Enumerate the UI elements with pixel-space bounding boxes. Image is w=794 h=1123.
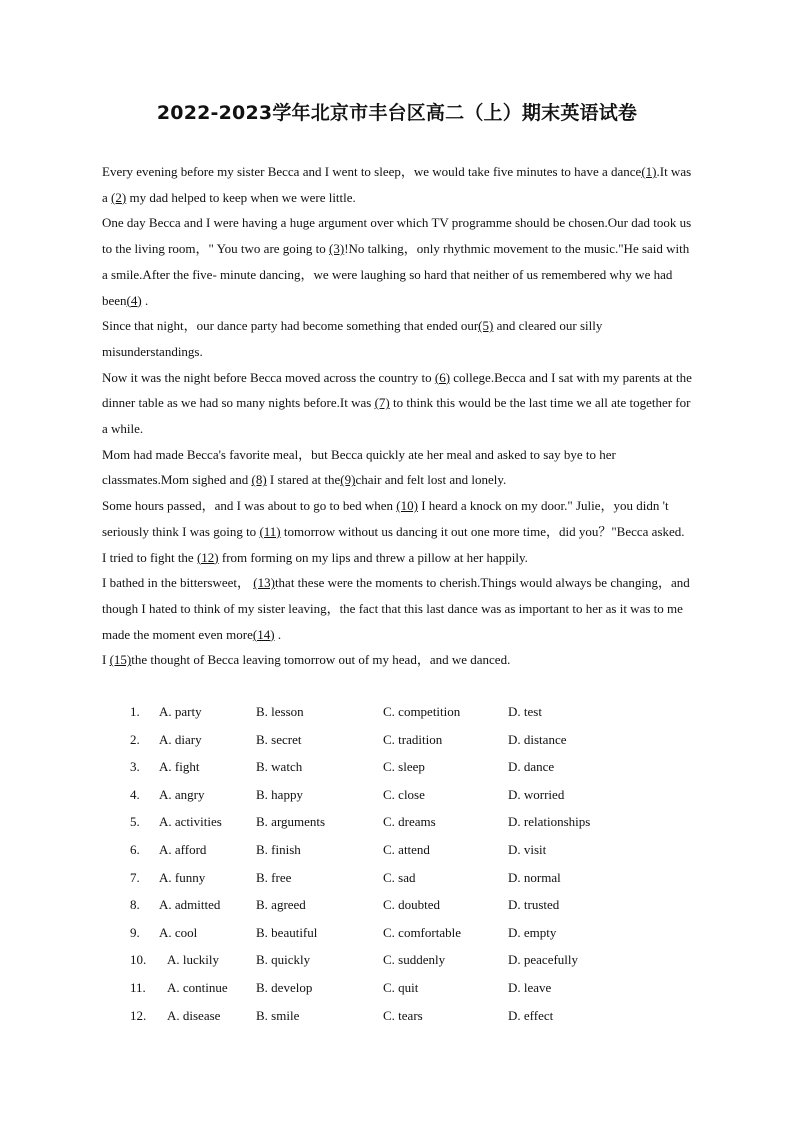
option-row bbox=[0, 974, 794, 1002]
option-c: C. competition bbox=[383, 704, 461, 719]
passage-text: . bbox=[141, 292, 149, 308]
question-number: 2. bbox=[130, 731, 140, 747]
option-b: B. arguments bbox=[256, 814, 326, 830]
option-row bbox=[0, 946, 794, 974]
option-row bbox=[0, 726, 794, 754]
passage-text: the thought of Becca leaving tomorrow out of my head，and we danced. bbox=[131, 652, 511, 668]
option-d: D. distance bbox=[508, 731, 567, 747]
option-row bbox=[0, 864, 794, 892]
option-b: B. beautiful bbox=[256, 924, 318, 940]
passage-text: Mom had made Becca's favorite meal，but Becca quickly ate her meal and asked to say bye to her classmates.Mom sighed and bbox=[102, 446, 616, 488]
paragraph bbox=[102, 159, 694, 210]
passage-text: Some hours passed，and I was about to go to bed when bbox=[102, 498, 397, 514]
passage-text: college.Becca and I sat with my parents at the dinner table as we had so many nights before.It was bbox=[102, 369, 692, 411]
question-number: 1. bbox=[130, 704, 140, 719]
option-a: A. admitted bbox=[159, 897, 221, 913]
option-d: D. leave bbox=[508, 979, 552, 995]
option-d: D. worried bbox=[508, 786, 565, 802]
blank-2: (2) bbox=[111, 189, 127, 205]
option-row bbox=[0, 1002, 794, 1030]
blank-3: (3) bbox=[329, 241, 345, 257]
passage-text: . bbox=[274, 626, 282, 642]
passage-text: .It was a bbox=[102, 164, 692, 205]
passage-text: I bathed in the bittersweet， bbox=[102, 575, 254, 591]
option-b: B. smile bbox=[256, 1007, 300, 1023]
option-c: C. sad bbox=[383, 869, 416, 885]
option-c: C. tradition bbox=[383, 731, 443, 747]
option-a: A. party bbox=[159, 704, 202, 719]
question-number: 6. bbox=[130, 841, 140, 857]
paragraph bbox=[102, 210, 694, 313]
option-b: B. happy bbox=[256, 786, 303, 802]
question-number: 5. bbox=[130, 814, 140, 830]
option-d: D. visit bbox=[508, 841, 547, 857]
passage-text: chair and felt lost and lonely. bbox=[355, 472, 507, 488]
passage-text: Every evening before my sister Becca and I went to sleep，we would take five minutes to have a dance bbox=[102, 164, 642, 179]
option-c: C. suddenly bbox=[383, 952, 446, 968]
blank-11: (11) bbox=[259, 523, 281, 539]
option-b: B. lesson bbox=[256, 704, 304, 719]
option-row bbox=[0, 891, 794, 919]
passage-text: from forming on my lips and threw a pillow at her happily. bbox=[218, 549, 528, 565]
exam-title: 2022-2023学年北京市丰台区高二（上）期末英语试卷 bbox=[156, 102, 638, 124]
blank-1: (1) bbox=[641, 164, 657, 179]
question-number: 9. bbox=[130, 924, 140, 940]
passage-text: that these were the moments to cherish.Things would always be changing，and though I hated to think of my sister leaving，the fact that this last dance was as important to her as it was to me made the moment even more bbox=[102, 575, 690, 642]
option-a: A. continue bbox=[167, 979, 228, 995]
question-number: 4. bbox=[130, 786, 140, 802]
option-a: A. fight bbox=[159, 759, 200, 775]
option-row bbox=[0, 808, 794, 836]
question-number: 12. bbox=[130, 1007, 147, 1023]
question-number: 10. bbox=[130, 952, 147, 968]
passage-text: Now it was the night before Becca moved across the country to bbox=[102, 369, 435, 385]
option-a: A. funny bbox=[159, 869, 206, 885]
option-b: B. finish bbox=[256, 841, 301, 857]
blank-14: (14) bbox=[252, 626, 275, 642]
option-c: C. attend bbox=[383, 841, 430, 857]
blank-7: (7) bbox=[374, 395, 390, 411]
option-c: C. comfortable bbox=[383, 924, 461, 940]
option-d: D. normal bbox=[508, 869, 561, 885]
passage-text: to think this would be the last time we all ate together for a while. bbox=[102, 395, 691, 437]
option-row bbox=[0, 698, 794, 726]
question-number: 3. bbox=[130, 759, 140, 775]
paragraph bbox=[102, 313, 694, 364]
option-a: A. angry bbox=[159, 786, 205, 802]
passage-text: tomorrow without us dancing it out one more time，did you？"Becca asked. bbox=[280, 523, 685, 539]
option-c: C. dreams bbox=[383, 814, 436, 830]
option-row bbox=[0, 781, 794, 809]
paragraph bbox=[102, 493, 694, 544]
question-number: 8. bbox=[130, 897, 140, 913]
paragraph bbox=[102, 570, 694, 647]
option-c: C. sleep bbox=[383, 759, 425, 775]
option-d: D. dance bbox=[508, 759, 555, 775]
option-c: C. tears bbox=[383, 1007, 423, 1023]
option-a: A. diary bbox=[159, 731, 202, 747]
option-a: A. activities bbox=[159, 814, 222, 830]
blank-4: (4) bbox=[126, 292, 142, 308]
option-d: D. empty bbox=[508, 924, 557, 940]
paragraph bbox=[102, 545, 694, 571]
option-a: A. luckily bbox=[167, 952, 219, 968]
option-row bbox=[0, 836, 794, 864]
option-d: D. peacefully bbox=[508, 952, 579, 968]
passage-text: I stared at the bbox=[266, 472, 341, 488]
question-number: 11. bbox=[130, 979, 146, 995]
blank-5: (5) bbox=[478, 318, 494, 334]
blank-15: (15) bbox=[109, 652, 132, 668]
option-b: B. watch bbox=[256, 759, 303, 775]
option-c: C. doubted bbox=[383, 897, 441, 913]
option-a: A. afford bbox=[159, 841, 207, 857]
passage-text: I heard a knock on my door." Julie，you didn 't seriously think I was going to bbox=[102, 498, 669, 539]
option-b: B. free bbox=[256, 869, 292, 885]
option-d: D. trusted bbox=[508, 897, 560, 913]
option-d: D. relationships bbox=[508, 814, 591, 830]
option-row bbox=[0, 919, 794, 947]
option-b: B. quickly bbox=[256, 952, 311, 968]
blank-8: (8) bbox=[251, 472, 267, 488]
blank-6: (6) bbox=[434, 369, 451, 385]
option-c: C. quit bbox=[383, 979, 419, 995]
option-b: B. secret bbox=[256, 731, 302, 747]
option-d: D. effect bbox=[508, 1007, 554, 1023]
option-a: A. cool bbox=[159, 924, 198, 940]
option-b: B. develop bbox=[256, 979, 313, 995]
answer-options bbox=[0, 698, 794, 1029]
option-row bbox=[0, 753, 794, 781]
blank-13: (13) bbox=[253, 575, 275, 591]
option-b: B. agreed bbox=[256, 897, 306, 913]
blank-9: (9) bbox=[340, 472, 356, 488]
passage-text: and cleared our silly misunderstandings. bbox=[102, 318, 603, 359]
blank-12: (12) bbox=[196, 549, 219, 565]
paragraph bbox=[102, 647, 694, 673]
passage-text: my dad helped to keep when we were little. bbox=[126, 189, 356, 205]
question-number: 7. bbox=[130, 869, 140, 885]
passage-text: I tried to fight the bbox=[102, 549, 197, 565]
passage-text: One day Becca and I were having a huge argument over which TV programme should be chosen.Our dad took us to the living room，" You two are going to bbox=[102, 215, 692, 257]
passage-text: !No talking，only rhythmic movement to the music."He said with a smile.After the five- minute dancing，we were laughing so hard that neither of us remembered why we had been bbox=[102, 241, 690, 308]
option-a: A. disease bbox=[167, 1007, 221, 1023]
paragraph bbox=[102, 442, 694, 493]
option-c: C. close bbox=[383, 786, 425, 802]
cloze-passage bbox=[102, 159, 694, 673]
blank-10: (10) bbox=[396, 498, 418, 514]
passage-text: Since that night，our dance party had become something that ended our bbox=[102, 318, 479, 334]
option-d: D. test bbox=[508, 704, 542, 719]
passage-text: I bbox=[102, 652, 110, 668]
paragraph bbox=[102, 365, 694, 442]
